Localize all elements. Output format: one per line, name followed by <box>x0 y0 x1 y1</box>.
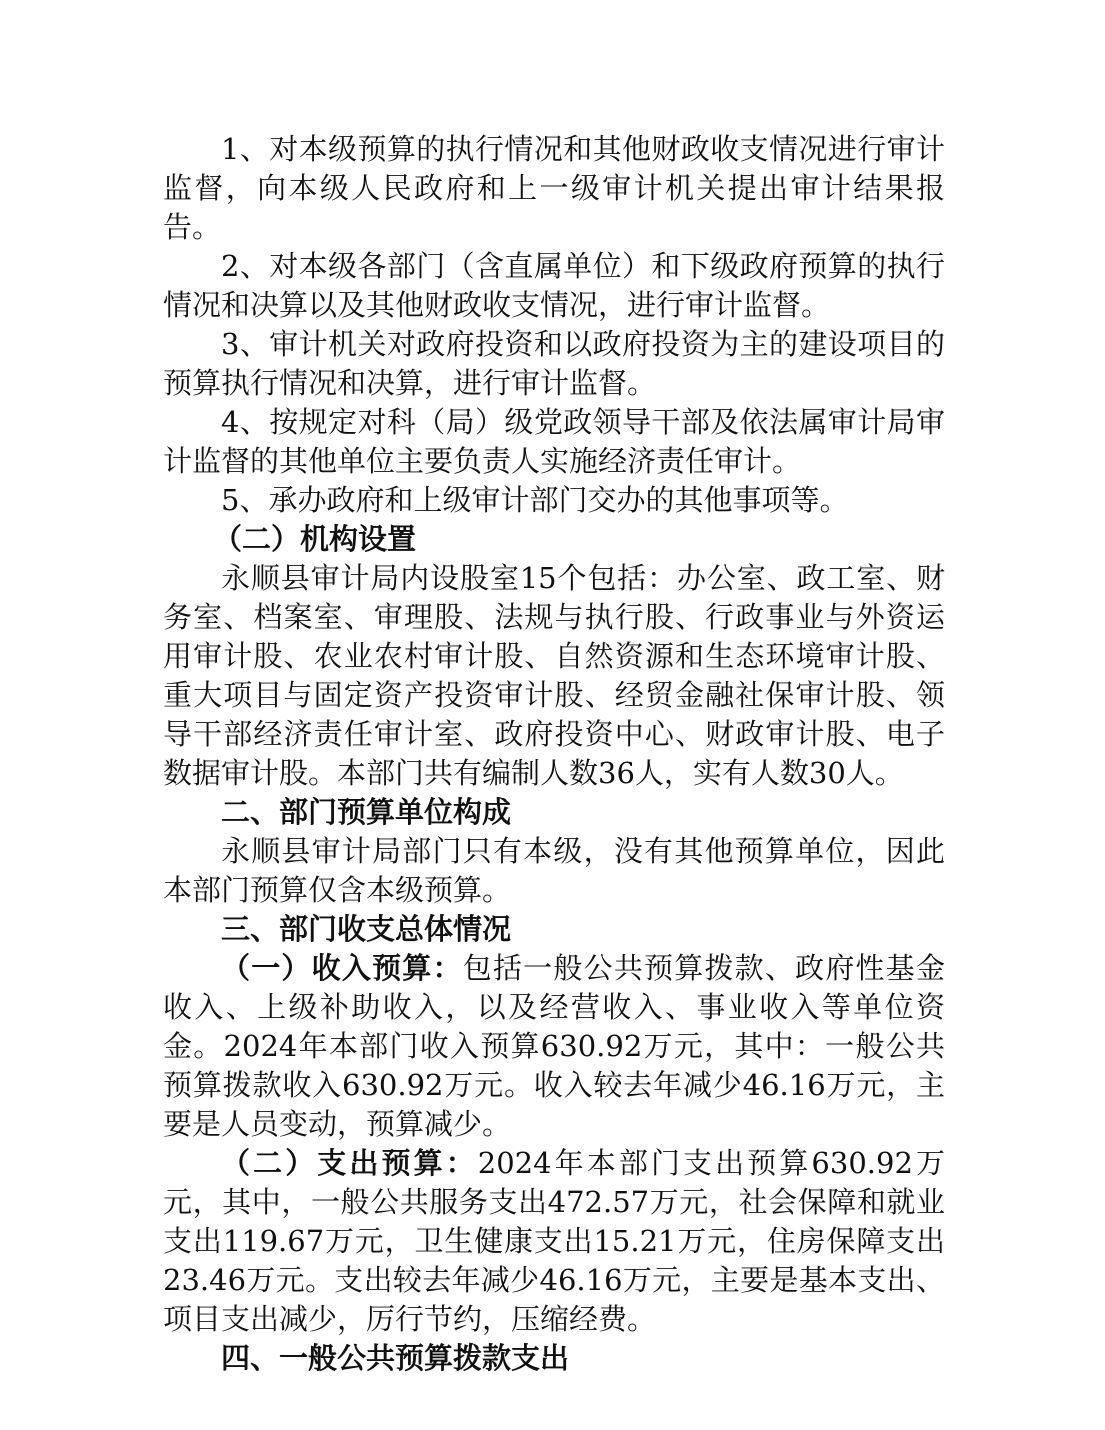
document-page <box>163 130 945 1378</box>
org-heading: （二）机构设置 <box>213 522 417 556</box>
duty-item-4: 4、按规定对科（局）级党政领导干部及依法属审计局审计监督的其他单位主要负责人实施经济责任审计。 <box>163 405 945 478</box>
general-heading: 四、一般公共预算拨款支出 <box>221 1341 570 1375</box>
income-body: 包括一般公共预算拨款、政府性基金收入、上级补助收入，以及经营收入、事业收入等单位资金。2024年本部门收入预算630.92万元，其中：一般公共预算拨款收入630.92万元。收入较去年减少46.16万元，主要是人员变动，预算减少。 <box>163 951 945 1141</box>
duty-item-3: 3、审计机关对政府投资和以政府投资为主的建设项目的预算执行情况和决算，进行审计监督。 <box>163 327 945 400</box>
income-label: （一）收入预算： <box>221 951 463 985</box>
org-body: 永顺县审计局内设股室15个包括：办公室、政工室、财务室、档案室、审理股、法规与执行股、行政事业与外资运用审计股、农业农村审计股、自然资源和生态环境审计股、重大项目与固定资产投资审计股、经贸金融社保审计股、领导干部经济责任审计室、政府投资中心、财政审计股、电子数据审计股。本部门共有编制人数36人，实有人数30人。 <box>163 561 945 790</box>
income-paragraph <box>163 949 945 1144</box>
expense-label: （二）支出预算： <box>221 1146 478 1180</box>
duty-item-2: 2、对本级各部门（含直属单位）和下级政府预算的执行情况和决算以及其他财政收支情况，进行审计监督。 <box>163 249 945 322</box>
expense-paragraph <box>163 1144 945 1339</box>
units-body: 永顺县审计局部门只有本级，没有其他预算单位，因此本部门预算仅含本级预算。 <box>163 834 945 907</box>
duty-item-5: 5、承办政府和上级审计部门交办的其他事项等。 <box>221 483 849 517</box>
units-heading: 二、部门预算单位构成 <box>221 795 512 829</box>
overview-heading: 三、部门收支总体情况 <box>221 912 512 946</box>
expense-body: 2024年本部门支出预算630.92万元，其中，一般公共服务支出472.57万元，社会保障和就业支出119.67万元，卫生健康支出15.21万元，住房保障支出23.46万元。支出较去年减少46.16万元，主要是基本支出、项目支出减少，厉行节约，压缩经费。 <box>163 1146 945 1336</box>
duty-item-1: 1、对本级预算的执行情况和其他财政收支情况进行审计监督，向本级人民政府和上一级审计机关提出审计结果报告。 <box>163 132 945 244</box>
